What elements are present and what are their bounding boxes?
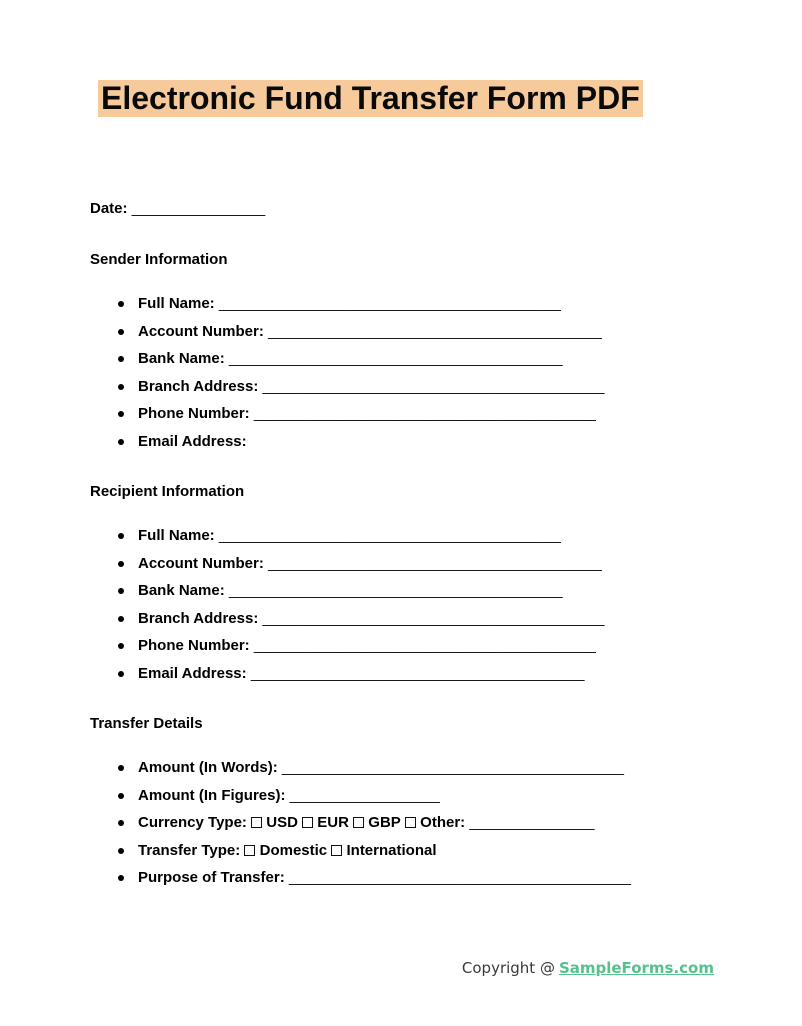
form-section <box>90 252 738 455</box>
section-items <box>90 290 738 455</box>
field-label: Phone Number: <box>138 637 250 654</box>
checkbox-icon <box>331 845 342 856</box>
field-label: Phone Number: <box>138 405 250 422</box>
blank-line: _________________________________________ <box>218 527 561 544</box>
field-label: Email Address: <box>138 432 247 450</box>
blank-line: _________________________________________ <box>262 609 605 627</box>
checkbox-icon <box>405 817 416 828</box>
form-field-line <box>90 373 738 401</box>
footer <box>0 958 802 978</box>
form-field-line <box>90 290 738 318</box>
field-label: Full Name: <box>138 295 215 312</box>
checkbox-icon <box>251 817 262 828</box>
form-section <box>90 484 738 687</box>
form-field-line <box>90 809 738 837</box>
field-label: Branch Address: <box>138 609 259 627</box>
blank-line: _________________________________________ <box>253 405 596 422</box>
section-items <box>90 754 738 892</box>
field-label: Currency Type: <box>138 814 247 831</box>
bullet-icon <box>118 820 124 826</box>
field-label: Email Address: <box>138 664 247 682</box>
form-field-line <box>90 345 738 373</box>
field-label: Account Number: <box>138 322 264 340</box>
bullet-icon <box>118 411 124 417</box>
date-blank-line: ________________ <box>131 200 266 217</box>
bullet-icon <box>118 301 124 307</box>
form-field-line <box>90 400 738 428</box>
bullet-icon <box>118 329 124 335</box>
blank-line: _________________________________________ <box>262 377 605 395</box>
blank-line: ________________________________________ <box>268 322 602 340</box>
form-field-line <box>90 522 738 550</box>
form-field-line <box>90 428 738 456</box>
blank-line: _______________ <box>469 814 595 831</box>
field-label: Amount (In Words): <box>138 759 278 776</box>
blank-line: ________________________________________ <box>268 554 602 572</box>
form-field-line <box>90 632 738 660</box>
bullet-icon <box>118 561 124 567</box>
bullet-icon <box>118 848 124 854</box>
field-label: Account Number: <box>138 554 264 572</box>
blank-line: _________________________________________ <box>218 295 561 312</box>
field-label: International <box>346 841 437 859</box>
blank-line: ________________________________________ <box>250 664 585 682</box>
bullet-icon <box>118 643 124 649</box>
title-wrap <box>0 0 802 117</box>
form-section <box>90 716 738 892</box>
blank-line: _________________________________________ <box>281 759 624 776</box>
form-field-line <box>90 782 738 810</box>
field-label: Transfer Type: <box>138 841 241 859</box>
bullet-icon <box>118 616 124 622</box>
checkbox-icon <box>302 817 313 828</box>
bullet-icon <box>118 875 124 881</box>
date-field <box>90 201 712 217</box>
section-heading: Sender Information <box>90 251 228 268</box>
bullet-icon <box>118 356 124 362</box>
field-label: EUR <box>317 814 349 831</box>
form-field-line <box>90 660 738 688</box>
bullet-icon <box>118 533 124 539</box>
checkbox-icon <box>244 845 255 856</box>
bullet-icon <box>118 588 124 594</box>
bullet-icon <box>118 671 124 677</box>
form-sections <box>90 252 738 892</box>
form-field-line <box>90 864 738 892</box>
field-label: Full Name: <box>138 527 215 544</box>
form-field-line <box>90 605 738 633</box>
form-field-line <box>90 754 738 782</box>
section-heading: Recipient Information <box>90 483 245 500</box>
form-field-line <box>90 577 738 605</box>
field-label: Branch Address: <box>138 377 259 395</box>
form-field-line <box>90 837 738 865</box>
field-label: Other: <box>420 814 466 831</box>
field-label: Domestic <box>259 841 328 859</box>
bullet-icon <box>118 765 124 771</box>
bullet-icon <box>118 439 124 445</box>
blank-line: ________________________________________ <box>228 582 563 599</box>
field-label: USD <box>266 814 298 831</box>
section-items <box>90 522 738 687</box>
field-label: Purpose of Transfer: <box>138 869 285 886</box>
blank-line: ________________________________________ <box>228 350 563 367</box>
field-label: Bank Name: <box>138 350 225 367</box>
copyright-text: Copyright @ <box>461 958 555 977</box>
section-heading: Transfer Details <box>90 715 203 732</box>
field-label: Amount (In Figures): <box>138 786 286 804</box>
blank-line: __________________ <box>289 786 440 804</box>
field-label: Bank Name: <box>138 582 225 599</box>
form-field-line <box>90 550 738 578</box>
blank-line: _________________________________________ <box>253 637 596 654</box>
bullet-icon <box>118 384 124 390</box>
bullet-icon <box>118 793 124 799</box>
page-title: Electronic Fund Transfer Form PDF <box>98 80 643 117</box>
field-label: GBP <box>368 814 401 831</box>
form-field-line <box>90 318 738 346</box>
date-label: Date: <box>90 200 128 217</box>
checkbox-icon <box>353 817 364 828</box>
blank-line: _________________________________________ <box>288 869 631 886</box>
sampleforms-link[interactable]: SampleForms.com <box>558 958 714 977</box>
